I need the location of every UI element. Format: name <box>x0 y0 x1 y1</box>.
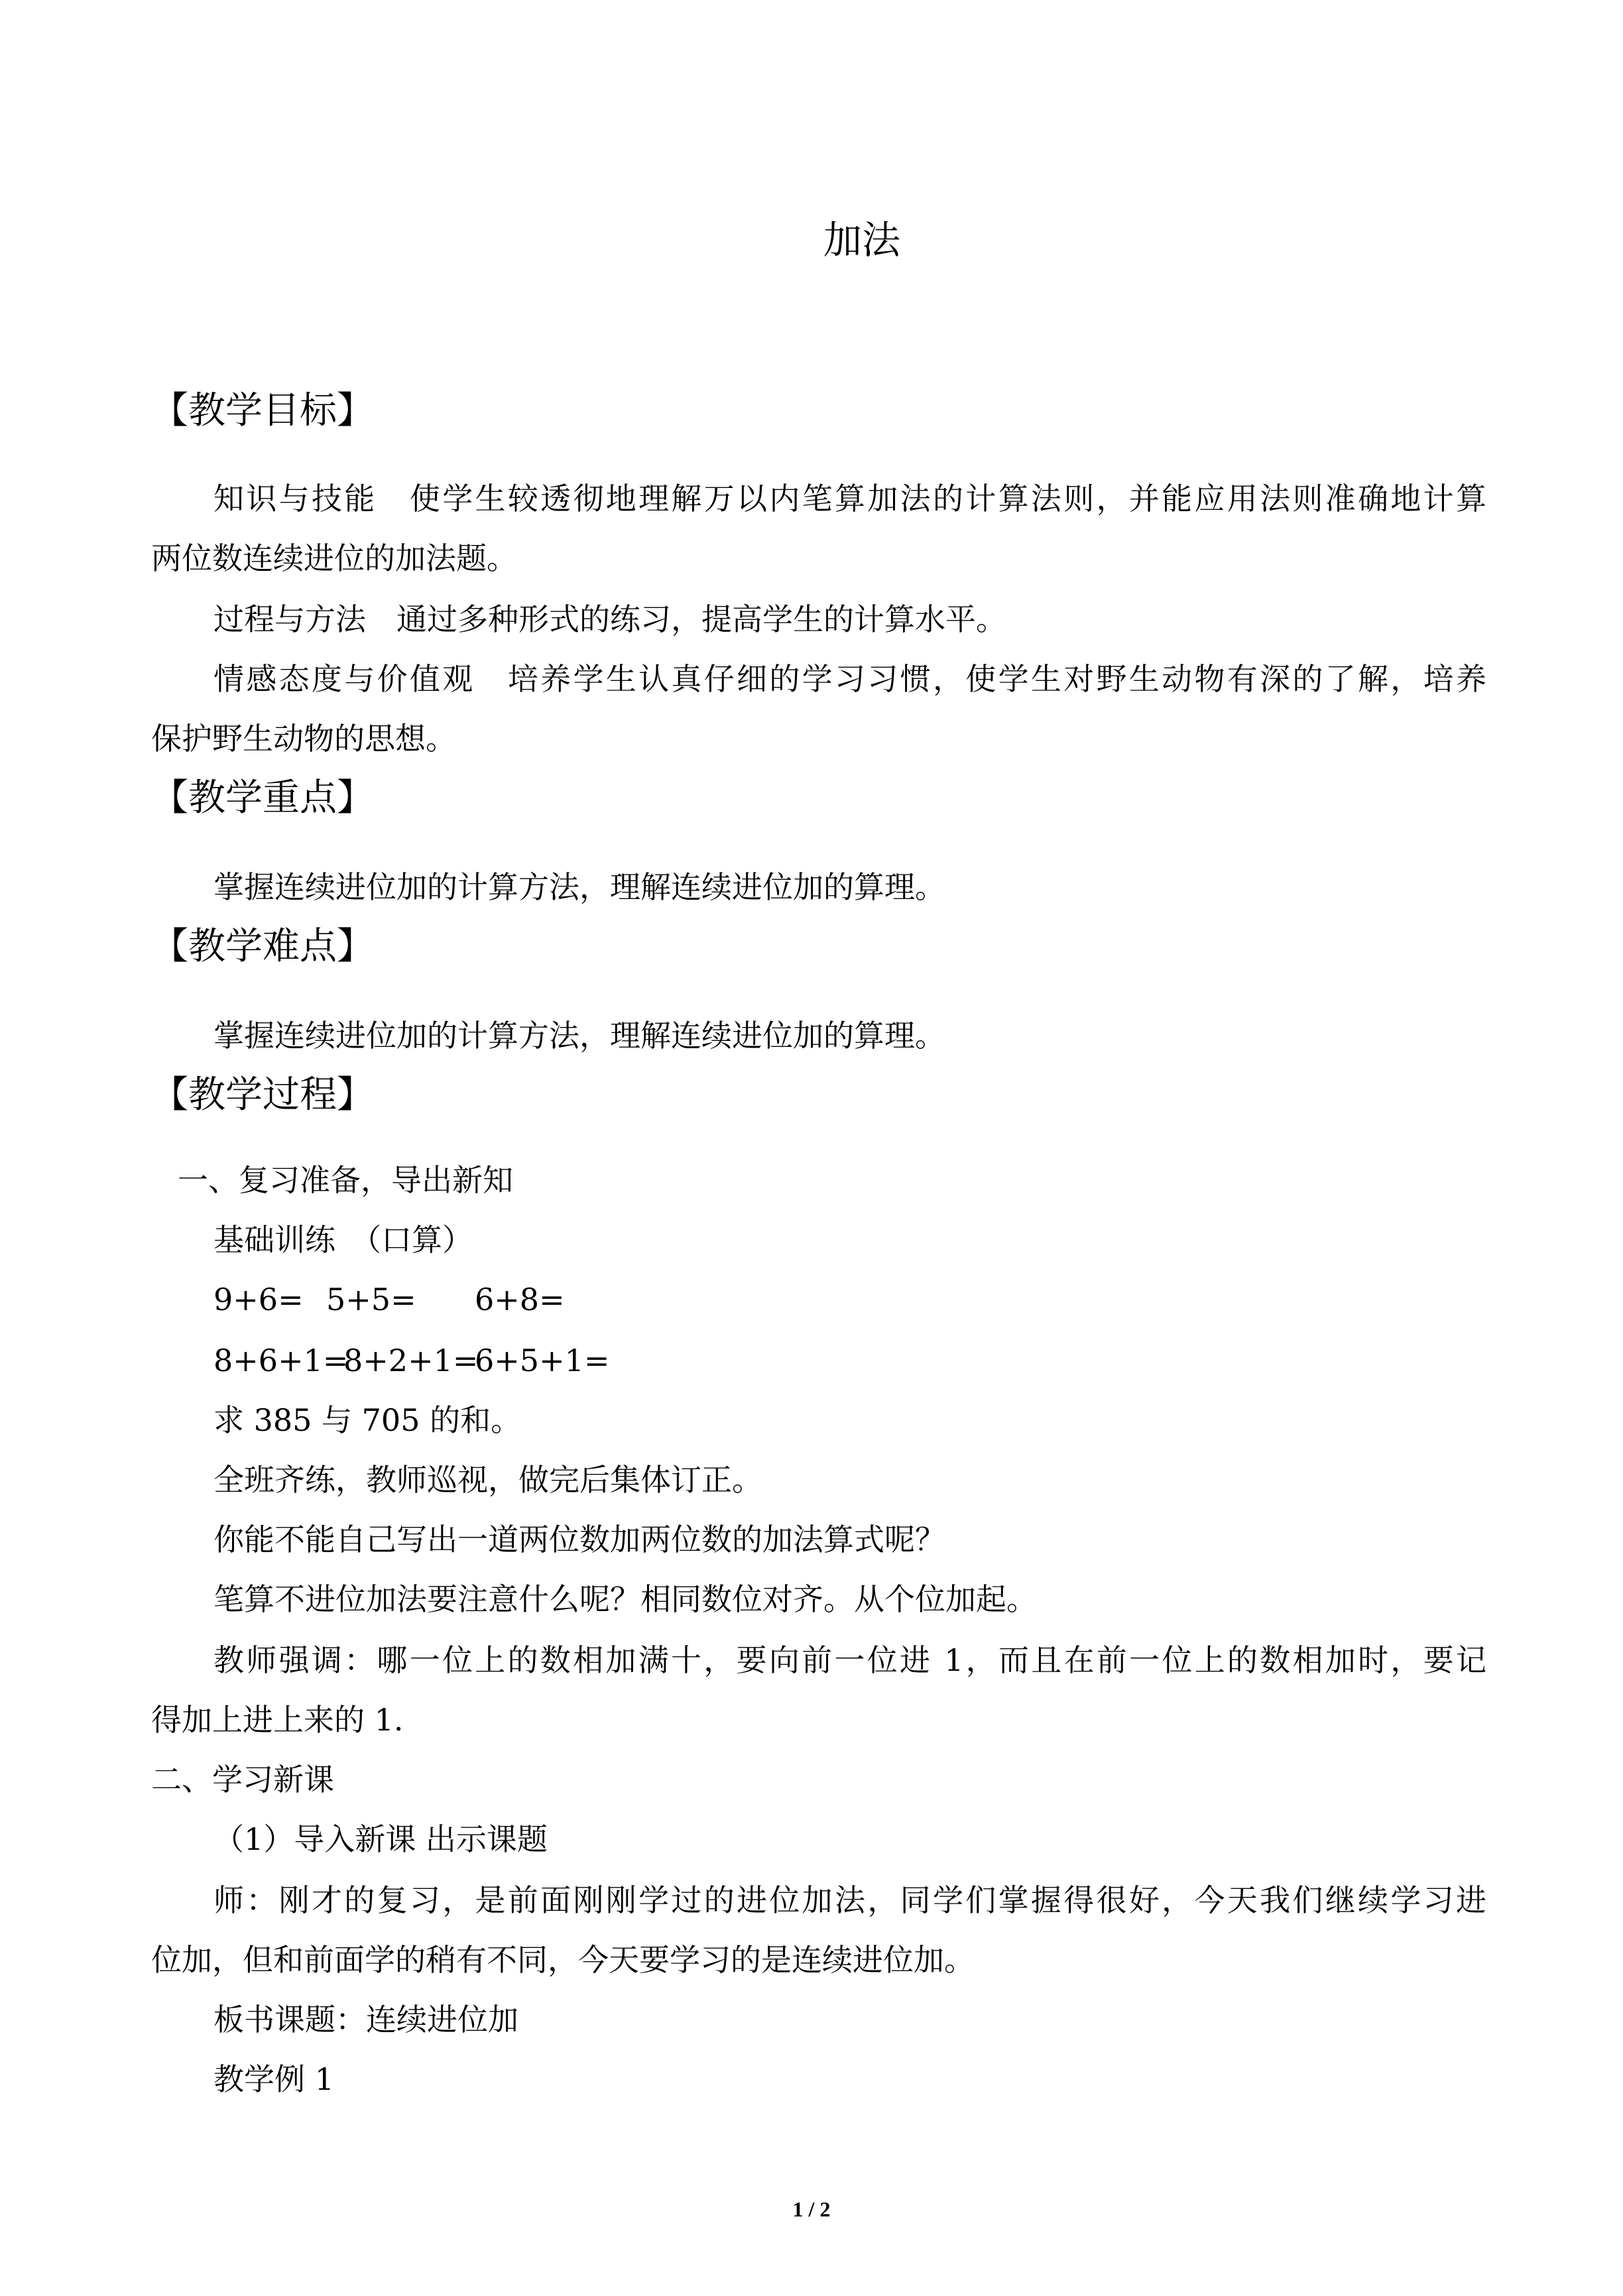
mental-math-row-1-item-3: 6+8= <box>475 1282 565 1317</box>
difficulties-text: 掌握连续进位加的计算方法，理解连续进位加的算理。 <box>213 1018 945 1054</box>
heading-key-points: 【教学重点】 <box>151 776 374 819</box>
process-part-1-title: 一、复习准备，导出新知 <box>178 1162 513 1198</box>
mental-math-row-1-item-2: 5+5= <box>326 1282 416 1317</box>
objectives-paragraph-2: 过程与方法 通过多种形式的练习，提高学生的计算水平。 <box>213 601 1006 637</box>
example-label: 教学例 1 <box>213 2061 334 2097</box>
sum-question: 求 385 与 705 的和。 <box>213 1402 522 1438</box>
key-points-text: 掌握连续进位加的计算方法，理解连续进位加的算理。 <box>213 869 945 905</box>
write-question: 你能不能自己写出一道两位数加两位数的加法算式呢？ <box>213 1522 945 1557</box>
document-title: 加法 <box>823 217 900 263</box>
mental-math-row-2-item-3: 6+5+1= <box>475 1343 610 1378</box>
objectives-paragraph-3-line-2: 保护野生动物的思想。 <box>151 721 456 756</box>
teacher-emphasis-line-1: 教师强调：哪一位上的数相加满十，要向前一位进 1，而且在前一位上的数相加时，要记 <box>213 1642 1486 1678</box>
board-title: 板书课题：连续进位加 <box>213 2002 518 2037</box>
teacher-speech-line-2: 位加，但和前面学的稍有不同，今天要学习的是连续进位加。 <box>151 1942 975 1978</box>
heading-process: 【教学过程】 <box>151 1073 374 1117</box>
process-part-2-title: 二、学习新课 <box>151 1762 334 1797</box>
mental-math-row-1-item-1: 9+6= <box>213 1282 304 1317</box>
heading-difficulties: 【教学难点】 <box>151 925 374 968</box>
practice-note: 全班齐练，教师巡视，做完后集体订正。 <box>213 1462 762 1498</box>
teacher-emphasis-line-2: 得加上进上来的 1. <box>151 1702 404 1738</box>
objectives-paragraph-1-line-2: 两位数连续进位的加法题。 <box>151 540 517 576</box>
objectives-paragraph-3-line-1: 情感态度与价值观 培养学生认真仔细的学习习惯，使学生对野生动物有深的了解，培养 <box>213 661 1486 697</box>
attention-question: 笔算不进位加法要注意什么呢？相同数位对齐。从个位加起。 <box>213 1581 1037 1617</box>
step-1-title: （1）导入新课 出示课题 <box>213 1821 548 1857</box>
teacher-speech-line-1: 师：刚才的复习，是前面刚刚学过的进位加法，同学们掌握得很好，今天我们继续学习进 <box>213 1882 1486 1918</box>
mental-math-row-2-item-2: 8+2+1= <box>343 1343 479 1378</box>
training-label: 基础训练 （口算） <box>213 1222 473 1258</box>
mental-math-row-2-item-1: 8+6+1= <box>213 1343 349 1378</box>
objectives-paragraph-1-line-1: 知识与技能 使学生较透彻地理解万以内笔算加法的计算法则，并能应用法则准确地计算 <box>213 481 1486 516</box>
page-number: 1 / 2 <box>792 2197 831 2221</box>
heading-objectives: 【教学目标】 <box>151 389 374 432</box>
